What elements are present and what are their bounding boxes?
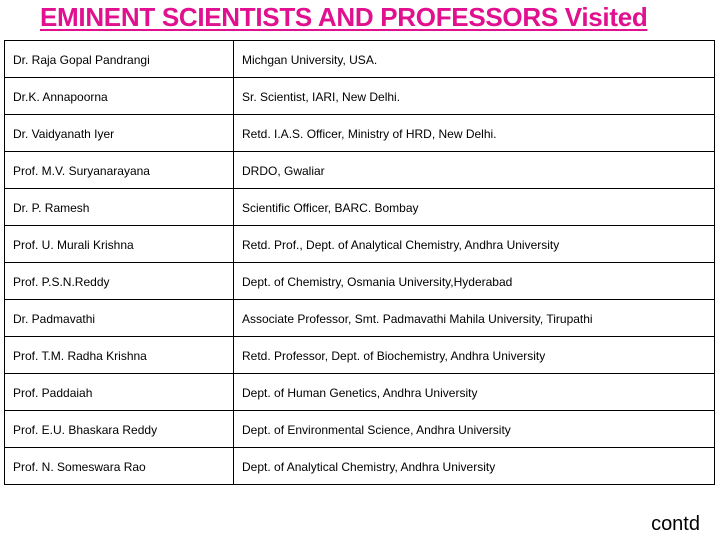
scientist-name: Prof. P.S.N.Reddy xyxy=(5,263,234,300)
scientist-affiliation: Retd. Prof., Dept. of Analytical Chemistry, Andhra University xyxy=(234,226,715,263)
scientist-affiliation: DRDO, Gwaliar xyxy=(234,152,715,189)
scientist-affiliation: Retd. Professor, Dept. of Biochemistry, Andhra University xyxy=(234,337,715,374)
scientists-table xyxy=(4,40,715,485)
scientist-affiliation: Dept. of Chemistry, Osmania University,Hyderabad xyxy=(234,263,715,300)
continued-note: contd xyxy=(651,513,700,535)
table-row xyxy=(5,152,715,189)
table-row xyxy=(5,226,715,263)
scientist-affiliation: Scientific Officer, BARC. Bombay xyxy=(234,189,715,226)
table-row xyxy=(5,337,715,374)
scientist-name: Prof. E.U. Bhaskara Reddy xyxy=(5,411,234,448)
table-row xyxy=(5,78,715,115)
scientist-affiliation: Dept. of Analytical Chemistry, Andhra University xyxy=(234,448,715,485)
table-row xyxy=(5,263,715,300)
table-row xyxy=(5,41,715,78)
table-row xyxy=(5,189,715,226)
scientist-name: Prof. M.V. Suryanarayana xyxy=(5,152,234,189)
scientist-affiliation: Michgan University, USA. xyxy=(234,41,715,78)
scientist-affiliation: Dept. of Environmental Science, Andhra University xyxy=(234,411,715,448)
scientist-name: Dr. P. Ramesh xyxy=(5,189,234,226)
scientist-name: Prof. Paddaiah xyxy=(5,374,234,411)
table-row xyxy=(5,448,715,485)
scientist-name: Prof. T.M. Radha Krishna xyxy=(5,337,234,374)
scientist-name: Dr. Padmavathi xyxy=(5,300,234,337)
table-row xyxy=(5,411,715,448)
scientist-name: Dr.K. Annapoorna xyxy=(5,78,234,115)
scientist-name: Prof. N. Someswara Rao xyxy=(5,448,234,485)
page-title: EMINENT SCIENTISTS AND PROFESSORS Visited xyxy=(40,2,648,32)
table-row xyxy=(5,374,715,411)
table-row xyxy=(5,115,715,152)
scientist-name: Prof. U. Murali Krishna xyxy=(5,226,234,263)
scientist-name: Dr. Vaidyanath Iyer xyxy=(5,115,234,152)
scientist-affiliation: Sr. Scientist, IARI, New Delhi. xyxy=(234,78,715,115)
table-row xyxy=(5,300,715,337)
scientist-affiliation: Associate Professor, Smt. Padmavathi Mahila University, Tirupathi xyxy=(234,300,715,337)
scientist-affiliation: Dept. of Human Genetics, Andhra University xyxy=(234,374,715,411)
scientist-affiliation: Retd. I.A.S. Officer, Ministry of HRD, New Delhi. xyxy=(234,115,715,152)
scientist-name: Dr. Raja Gopal Pandrangi xyxy=(5,41,234,78)
